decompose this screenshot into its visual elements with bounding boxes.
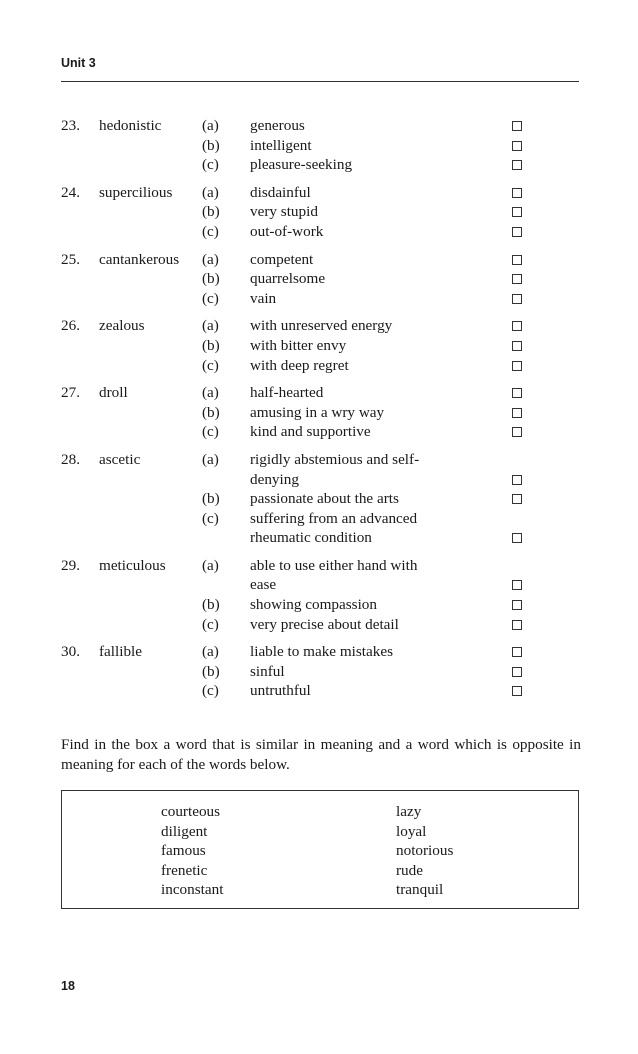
answer-checkbox[interactable]	[512, 475, 522, 485]
option-letter: (b)	[202, 203, 220, 221]
question-word: supercilious	[99, 183, 173, 201]
header-rule	[61, 81, 579, 82]
answer-checkbox[interactable]	[512, 647, 522, 657]
page-number: 18	[61, 979, 75, 993]
answer-checkbox[interactable]	[512, 321, 522, 331]
answer-checkbox[interactable]	[512, 121, 522, 131]
option-letter: (b)	[202, 490, 220, 508]
question-number: 29.	[61, 556, 80, 574]
option-letter: (c)	[202, 156, 219, 174]
answer-checkbox[interactable]	[512, 341, 522, 351]
answer-checkbox[interactable]	[512, 580, 522, 590]
option-row	[61, 116, 581, 136]
answer-checkbox[interactable]	[512, 274, 522, 284]
option-text	[250, 316, 487, 336]
answer-checkbox[interactable]	[512, 361, 522, 371]
option-text-line: vain	[250, 289, 277, 307]
option-text-line: intelligent	[250, 136, 312, 154]
option-text	[250, 595, 487, 615]
question-number: 23.	[61, 117, 80, 134]
option-text	[250, 250, 487, 270]
question-word: ascetic	[99, 450, 141, 468]
box-word: courteous	[161, 803, 221, 820]
option-text	[250, 116, 487, 136]
option-text	[250, 681, 487, 701]
option-text-line: untruthful	[250, 682, 311, 700]
option-text-line: competent	[250, 250, 314, 268]
option-letter: (c)	[202, 423, 219, 441]
question-word: fallible	[99, 643, 143, 661]
option-letter: (a)	[202, 317, 219, 335]
answer-checkbox[interactable]	[512, 294, 522, 304]
answer-checkbox[interactable]	[512, 686, 522, 696]
option-text	[250, 615, 487, 635]
option-row	[61, 136, 581, 156]
option-text-line: denying	[250, 470, 299, 488]
answer-checkbox[interactable]	[512, 188, 522, 198]
question-word: meticulous	[99, 556, 166, 574]
option-letter: (b)	[202, 336, 220, 354]
answer-checkbox[interactable]	[512, 533, 522, 543]
option-row	[61, 489, 581, 509]
option-text	[250, 136, 487, 156]
option-text-line: rigidly abstemious and self-	[250, 450, 420, 468]
option-row	[61, 509, 581, 548]
option-text	[250, 289, 487, 309]
option-text	[250, 642, 487, 662]
option-text-line: ease	[250, 576, 277, 594]
option-text-line: quarrelsome	[250, 270, 326, 288]
option-text	[250, 450, 487, 489]
option-row	[61, 222, 581, 242]
option-text	[250, 202, 487, 222]
option-letter: (b)	[202, 136, 220, 154]
box-word: diligent	[161, 822, 208, 840]
option-text-line: half-hearted	[250, 384, 324, 402]
answer-checkbox[interactable]	[512, 427, 522, 437]
box-word: rude	[396, 861, 423, 879]
question-number: 26.	[61, 317, 80, 335]
option-row	[61, 356, 581, 376]
question-number: 27.	[61, 384, 80, 402]
option-row	[61, 556, 581, 595]
option-text	[250, 155, 487, 175]
option-row	[61, 662, 581, 682]
box-word: famous	[161, 842, 206, 860]
option-row	[61, 202, 581, 222]
option-letter: (c)	[202, 289, 219, 307]
option-letter: (a)	[202, 117, 219, 134]
question-word: droll	[99, 384, 128, 402]
option-text	[250, 403, 487, 423]
question-29	[61, 556, 581, 634]
option-text-line: showing compassion	[250, 596, 377, 614]
answer-checkbox[interactable]	[512, 494, 522, 504]
answer-checkbox[interactable]	[512, 667, 522, 677]
question-28	[61, 450, 581, 548]
option-text	[250, 556, 487, 595]
answer-checkbox[interactable]	[512, 141, 522, 151]
option-row	[61, 595, 581, 615]
option-row	[61, 642, 581, 662]
option-row	[61, 183, 581, 203]
box-word: inconstant	[161, 881, 224, 899]
option-row	[61, 289, 581, 309]
option-text-line: kind and supportive	[250, 423, 371, 441]
option-letter: (b)	[202, 270, 220, 288]
option-letter: (a)	[202, 183, 219, 201]
option-text-line: very stupid	[250, 203, 318, 221]
option-letter: (b)	[202, 403, 220, 421]
option-text-line: with deep regret	[250, 356, 349, 374]
option-letter: (c)	[202, 682, 219, 700]
option-text	[250, 269, 487, 289]
option-text-line: amusing in a wry way	[250, 403, 385, 421]
question-23	[61, 116, 581, 175]
option-text	[250, 336, 487, 356]
option-row	[61, 269, 581, 289]
box-word: lazy	[396, 803, 422, 820]
option-letter: (c)	[202, 222, 219, 240]
option-letter: (a)	[202, 384, 219, 402]
option-text	[250, 356, 487, 376]
instructions-text: Find in the box a word that is similar in meaning and a word which is opposite in meaning for each of the words below.	[61, 736, 581, 773]
option-row	[61, 681, 581, 701]
question-number: 30.	[61, 643, 80, 661]
answer-checkbox[interactable]	[512, 600, 522, 610]
option-row	[61, 250, 581, 270]
option-text-line: generous	[250, 117, 305, 134]
option-letter: (b)	[202, 662, 220, 680]
option-letter: (c)	[202, 615, 219, 633]
question-27	[61, 383, 581, 442]
answer-checkbox[interactable]	[512, 388, 522, 398]
option-row	[61, 155, 581, 175]
question-30	[61, 642, 581, 701]
option-row	[61, 450, 581, 489]
word-box-right-column	[396, 802, 453, 900]
question-number: 25.	[61, 250, 80, 268]
option-text-line: sinful	[250, 662, 285, 680]
answer-checkbox[interactable]	[512, 227, 522, 237]
option-text	[250, 383, 487, 403]
option-text	[250, 222, 487, 242]
option-text-line: disdainful	[250, 183, 311, 201]
unit-header: Unit 3	[61, 56, 96, 70]
option-letter: (a)	[202, 450, 219, 468]
option-text-line: pleasure-seeking	[250, 156, 353, 174]
option-row	[61, 422, 581, 442]
option-text-line: able to use either hand with	[250, 556, 418, 574]
answer-checkbox[interactable]	[512, 207, 522, 217]
option-letter: (c)	[202, 509, 219, 527]
question-24	[61, 183, 581, 242]
option-text-line: with unreserved energy	[250, 317, 393, 335]
question-word: cantankerous	[99, 250, 180, 268]
option-row	[61, 383, 581, 403]
box-word: frenetic	[161, 861, 208, 879]
option-text	[250, 489, 487, 509]
answer-checkbox[interactable]	[512, 160, 522, 170]
option-row	[61, 403, 581, 423]
quiz-questions	[61, 116, 581, 709]
option-row	[61, 336, 581, 356]
option-letter: (a)	[202, 556, 219, 574]
option-text-line: out-of-work	[250, 222, 324, 240]
option-text-line: passionate about the arts	[250, 490, 399, 508]
question-word: hedonistic	[99, 117, 162, 134]
question-number: 24.	[61, 183, 80, 201]
question-26	[61, 316, 581, 375]
option-letter: (b)	[202, 596, 220, 614]
answer-checkbox[interactable]	[512, 620, 522, 630]
option-letter: (a)	[202, 250, 219, 268]
word-box-left-column	[161, 802, 223, 900]
option-letter: (c)	[202, 356, 219, 374]
option-text	[250, 183, 487, 203]
box-word: notorious	[396, 842, 454, 860]
option-text	[250, 662, 487, 682]
question-25	[61, 250, 581, 309]
option-text-line: liable to make mistakes	[250, 643, 393, 661]
option-text-line: suffering from an advanced	[250, 509, 418, 527]
answer-checkbox[interactable]	[512, 408, 522, 418]
option-text-line: rheumatic condition	[250, 529, 372, 547]
answer-checkbox[interactable]	[512, 255, 522, 265]
option-row	[61, 316, 581, 336]
option-row	[61, 615, 581, 635]
word-box	[61, 790, 579, 909]
question-word: zealous	[99, 317, 145, 335]
option-letter: (a)	[202, 643, 219, 661]
question-number: 28.	[61, 450, 80, 468]
option-text-line: with bitter envy	[250, 336, 347, 354]
box-word: loyal	[396, 822, 427, 840]
option-text	[250, 422, 487, 442]
option-text-line: very precise about detail	[250, 615, 399, 633]
box-word: tranquil	[396, 881, 444, 899]
option-text	[250, 509, 487, 548]
